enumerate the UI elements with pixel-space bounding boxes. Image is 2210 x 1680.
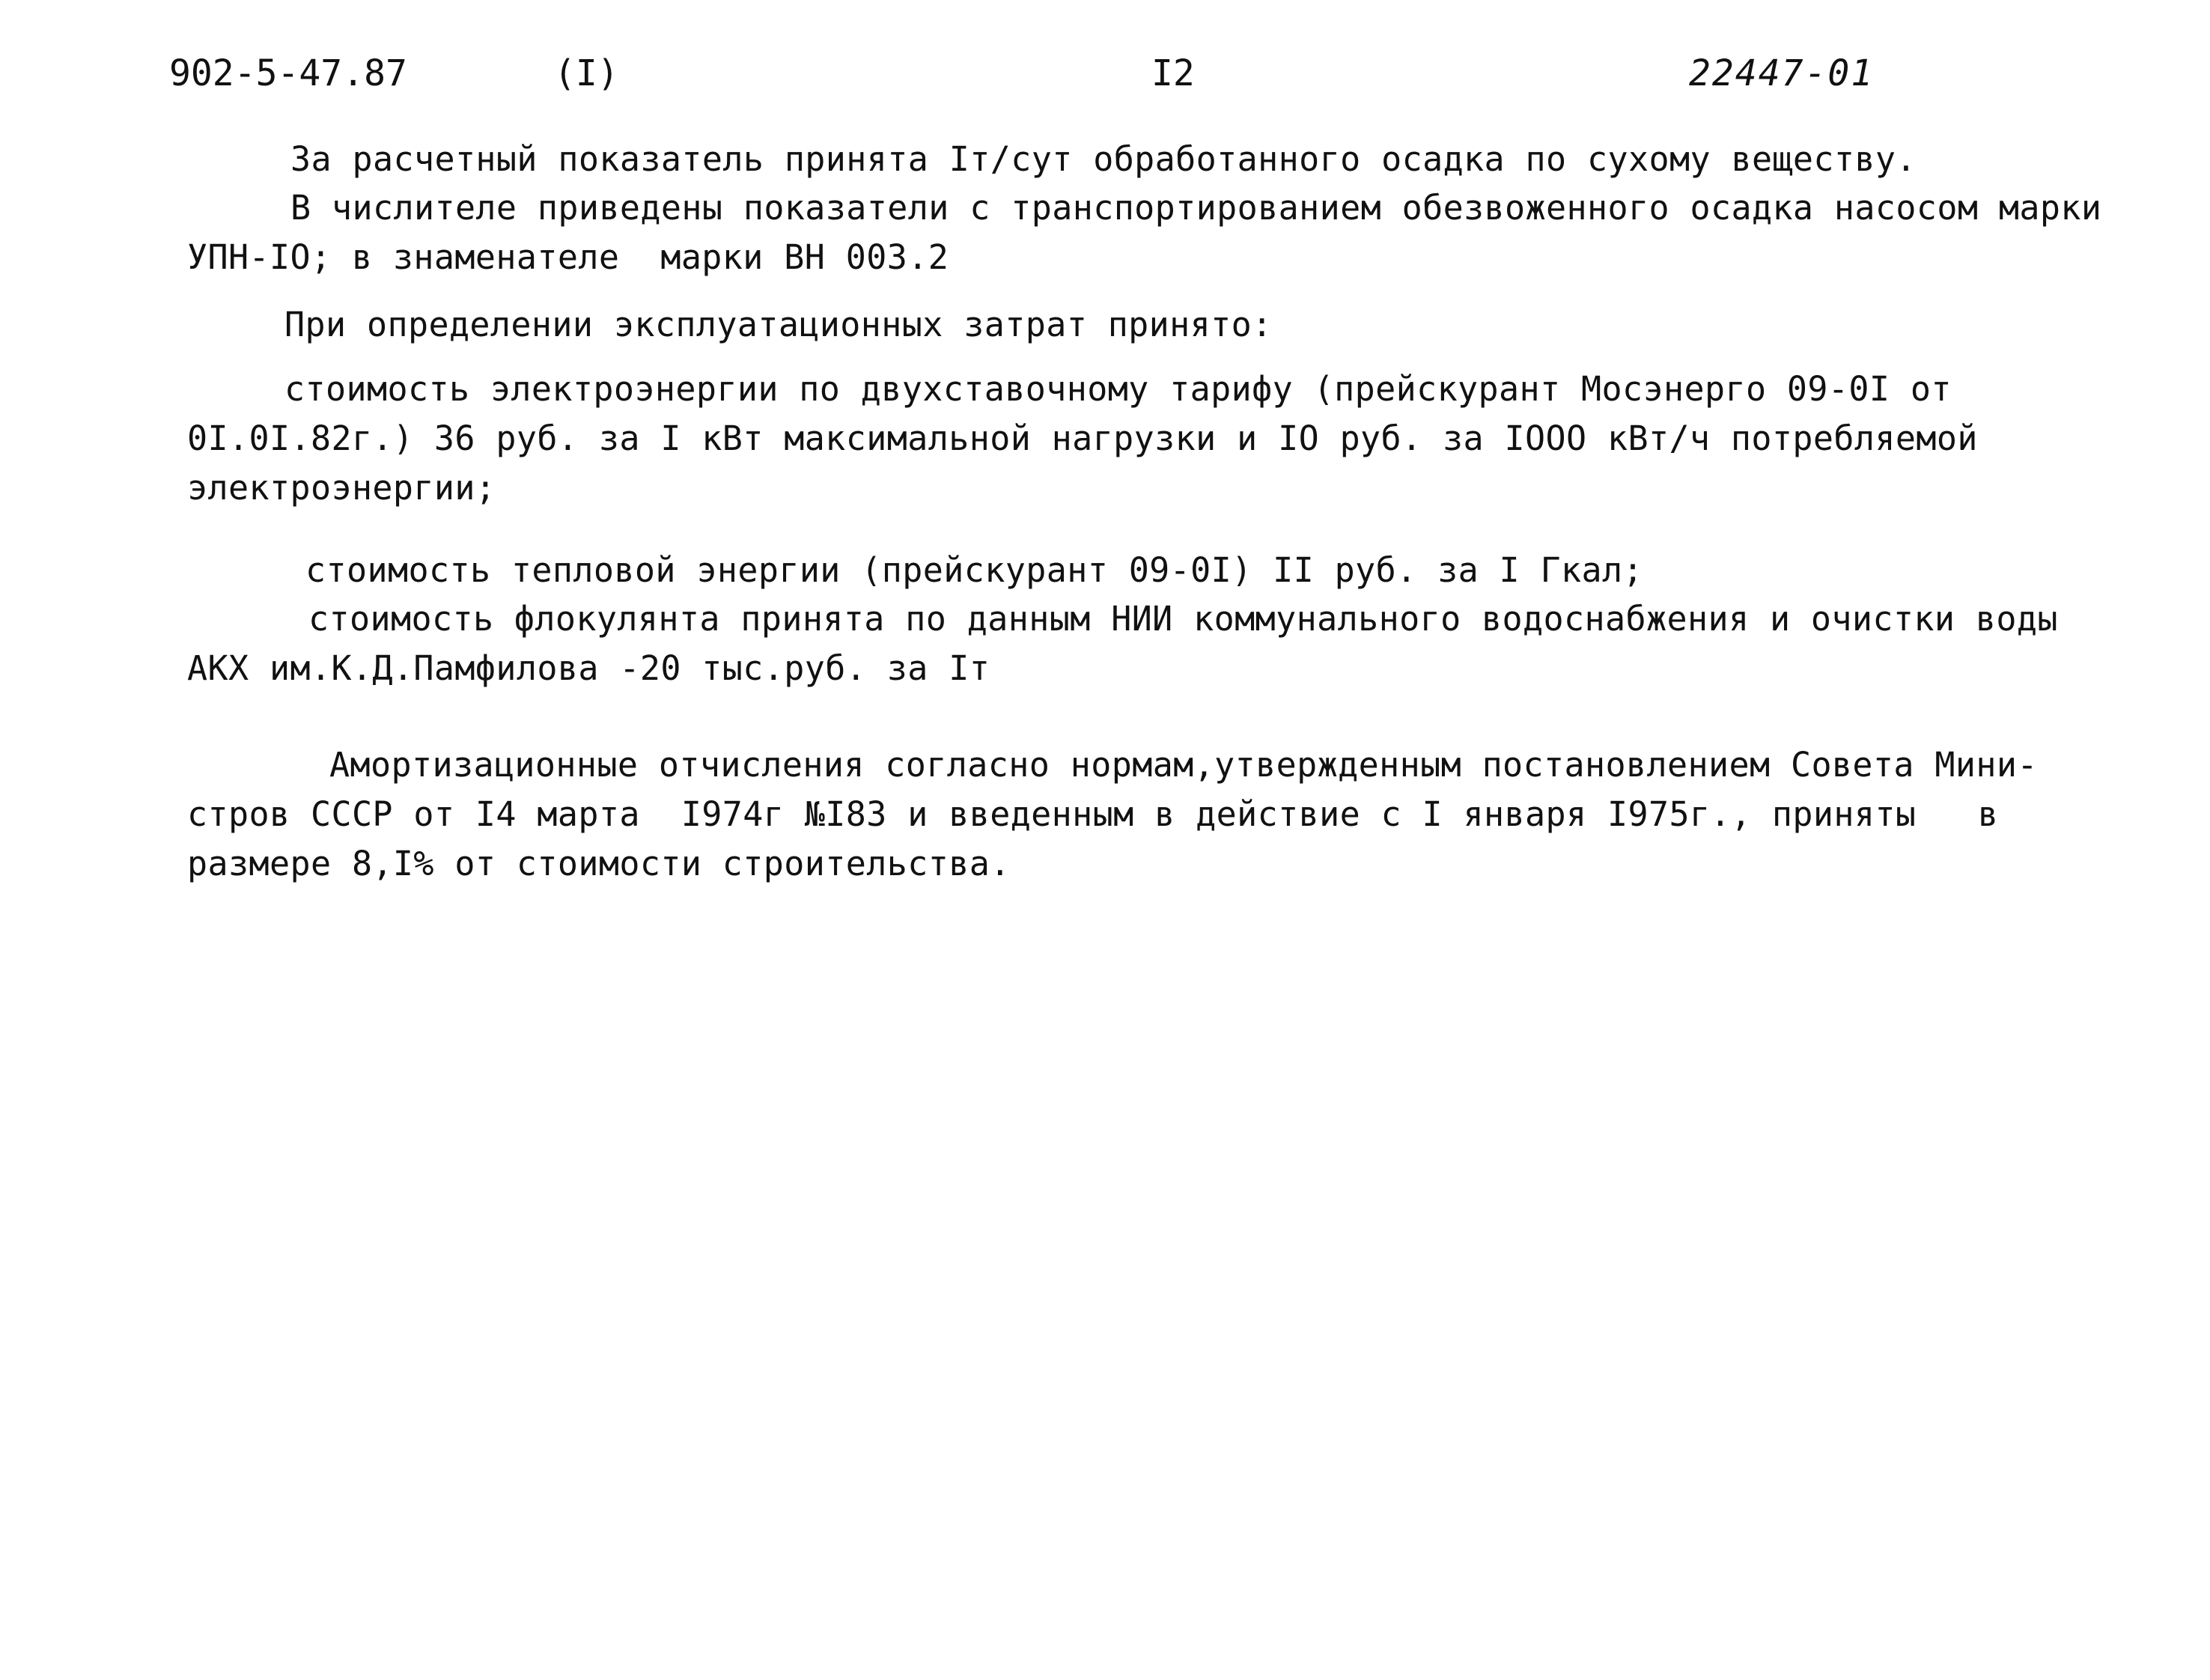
page-number: I2 (1151, 52, 1195, 94)
paragraph-line: стров СССР от I4 марта I974г №I83 и введенным в действие с I января I975г., приняты в (187, 794, 1999, 834)
paragraph-line: При определении эксплуатационных затрат принято: (284, 305, 1273, 344)
paragraph-line: За расчетный показатель принята Iт/сут обработанного осадка по сухому веществу. (290, 139, 1917, 179)
paragraph-line: УПН-IO; в знаменателе марки ВН 003.2 (187, 237, 949, 277)
paragraph-line: стоимость тепловой энергии (прейскурант 09-0I) II руб. за I Гкал; (305, 550, 1643, 590)
document-code: 902-5-47.87 (169, 52, 407, 94)
paragraph-line: 0I.0I.82г.) 36 руб. за I кВт максимальной нагрузки и IO руб. за IOOO кВт/ч потребляемой (187, 419, 1978, 458)
paragraph-line: электроэнергии; (187, 468, 496, 508)
paragraph-line: АКХ им.К.Д.Памфилова -20 тыс.руб. за Iт (187, 648, 990, 688)
paragraph-line: стоимость флокулянта принята по данным НИИ коммунального водоснабжения и очистки воды (308, 599, 2058, 639)
document-part: (I) (554, 52, 619, 94)
paragraph-line: Амортизационные отчисления согласно нормам,утвержденным постановлением Совета Мини- (329, 745, 2038, 785)
paragraph-line: В числителе приведены показатели с транспортированием обезвоженного осадка насосом марки (290, 188, 2102, 228)
paragraph-line: стоимость электроэнергии по двухставочному тарифу (прейскурант Мосэнерго 09-0I от (284, 369, 1952, 409)
paragraph-line: размере 8,I% от стоимости строительства. (187, 844, 1011, 883)
handwritten-stamp-number: 22447-01 (1689, 52, 1875, 94)
